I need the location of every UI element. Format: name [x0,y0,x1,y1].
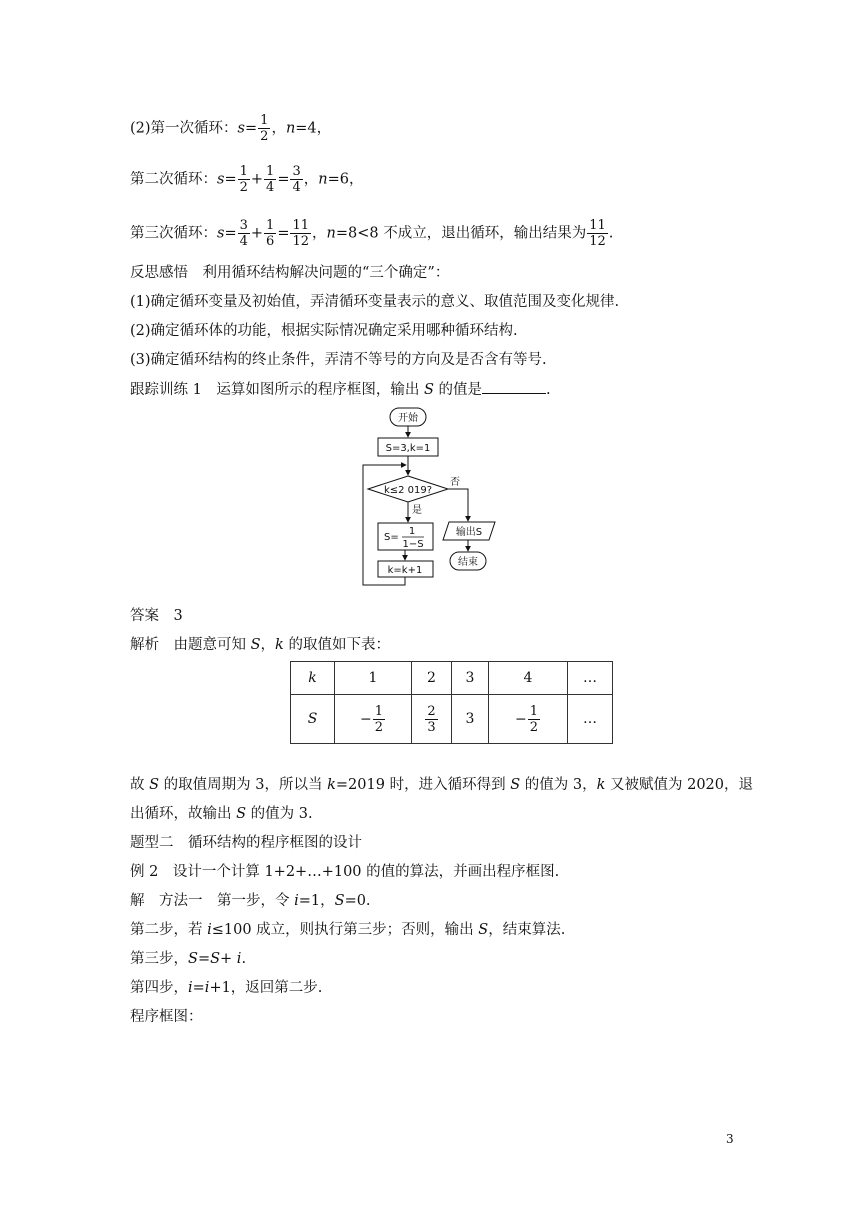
table-cell: 2 [412,662,452,695]
output-label: 输出S [455,527,483,538]
frac-den: 4 [292,180,301,195]
fraction-one-sixth [264,218,276,249]
frac-num: 1 [260,113,269,128]
reflection-title: 反思感悟 利用循环结构解决问题的“三个确定”： [130,265,450,281]
var-i: i [188,980,193,996]
reflection-point-1: (1)确定循环变量及初始值，弄清循环变量表示的意义、取值范围及变化规律. [130,294,620,310]
loop-exit-text: =8<8 不成立，退出循环，输出结果为 [335,225,587,242]
answer-line: 答案 3 [130,608,183,624]
text: 出循环，故输出 [130,806,237,822]
text: =1， [298,893,335,909]
no-branch-line [448,489,468,521]
frac-num: 1 [239,164,248,179]
frac-den: 12 [292,234,310,249]
frac-num: 2 [427,703,436,719]
text: ≤100 成立，则执行第三步；否则，输出 [211,922,479,938]
fraction-three-fourths [238,218,250,249]
table-cell: 3 [452,662,489,695]
value-table [290,661,613,744]
assign-lhs: S= [384,532,399,543]
var-n: n [326,225,336,242]
text: +1，返回第二步. [209,980,323,996]
text: 的值为 3. [246,806,313,822]
program-flowchart [360,405,510,591]
flowchart-label: 程序框图： [130,1009,203,1025]
cell-fraction [528,704,540,735]
loop-second-line: 第二次循环：s= $\frac{1}{2}$ + $\frac{1}{4}$ = $\frac{3}{4}$ ，n=6， [130,164,364,195]
section-title-type2: 题型二 循环结构的程序框图的设计 [130,835,362,851]
var-S: S [188,951,198,967]
minus-sign: − [514,711,527,727]
frac-den: 4 [266,180,275,195]
fraction-three-fourths [290,164,302,195]
table-cell [489,695,568,744]
condition-label: k≤2 019? [383,485,433,496]
text: 第三步， [130,951,188,967]
var-n: n [318,171,328,188]
frac-num: 1 [266,164,275,179]
fraction-one-half [258,113,270,144]
text: = [197,951,211,967]
table-cell: 3 [452,695,489,744]
var-i: i [207,922,212,938]
table-cell [412,695,452,744]
loop-third-label: 第三次循环： [130,225,217,242]
reflection-point-2: (2)确定循环体的功能，根据实际情况确定采用哪种循环结构. [130,323,518,339]
assign-den: 1−S [402,539,424,550]
frac-den: 2 [374,719,383,735]
var-k: k [327,777,336,793]
analysis-text-b: 的取值如下表： [283,637,390,653]
text: 的取值周期为 3，所以当 [159,777,328,793]
fraction-eleven-twelfths [290,218,311,249]
end-label: 结束 [458,557,478,568]
minus-sign: − [359,711,372,727]
text: + [220,951,237,967]
yes-label: 是 [412,505,422,516]
solution-step-4 [130,978,322,998]
frac-num: 1 [266,218,275,233]
page-number: 3 [726,1132,734,1146]
table-row [291,662,613,695]
loop-first-line: (2)第一次循环：s= $\frac{1}{2}$ ，n=4， [130,113,332,144]
frac-num: 3 [239,218,248,233]
text: ，结束算法. [488,922,566,938]
n-value-2: =6， [327,171,364,188]
text: =0. [344,893,371,909]
conclusion-line-2 [130,804,313,824]
var-S: S [510,777,521,793]
cell-fraction [373,704,385,735]
var-S: S [149,777,160,793]
solution-step-1 [130,891,371,911]
frac-num: 1 [374,703,383,719]
var-S: S [236,806,247,822]
fraction-result [587,218,608,249]
table-header-cell: k [291,662,335,695]
text: 故 [130,777,150,793]
reflection-point-3: (3)确定循环结构的终止条件，弄清不等号的方向及是否含有等号. [130,352,547,368]
var-s: s [217,171,225,188]
var-k: k [596,777,606,793]
example-2-question: 例 2 设计一个计算 1+2+…+100 的值的算法，并画出程序框图. [130,864,560,880]
frac-den: 3 [427,719,436,735]
equals-sign: = [224,171,237,188]
solution-step-2 [130,920,565,940]
answer-blank[interactable] [482,379,546,394]
var-S: S [334,893,345,909]
practice-question [130,379,551,400]
no-label: 否 [450,477,460,488]
practice-text-b: 的值是 [433,382,482,398]
period: . [546,382,551,398]
cell-fraction [425,704,437,735]
frac-den: 12 [589,234,606,249]
text: 解 方法一 第一步，令 [130,893,295,909]
text: 又被赋值为 2020，退 [605,777,753,793]
fraction-one-half [238,164,250,195]
plus-sign: + [250,171,264,188]
table-row [291,695,613,744]
separator: ， [260,637,276,653]
frac-den: 2 [260,129,269,144]
fraction-one-fourth [264,164,276,195]
table-header-cell: S [291,695,335,744]
init-label: S=3,k=1 [385,443,431,454]
plus-sign: + [250,225,264,242]
text: = [192,980,205,996]
frac-den: 6 [266,234,275,249]
frac-den: 4 [239,234,248,249]
table-cell: … [568,662,613,695]
frac-num: 1 [529,703,538,719]
text: =2019 时，进入循环得到 [335,777,511,793]
var-S: S [478,922,489,938]
assign-num: 1 [408,526,416,537]
equals-sign: = [224,225,237,242]
var-s: s [237,120,245,137]
var-i: i [294,893,299,909]
table-cell: … [568,695,613,744]
var-S: S [250,637,261,653]
loop-third-line: 第三次循环：s= $\frac{3}{4}$ + $\frac{1}{6}$ = $\frac{11}{12}$ ，n=8<8 不成立，退出循环，输出结果为 $\frac{11}{12}$ . [130,218,614,249]
var-n: n [285,120,296,137]
loop-second-label: 第二次循环： [130,171,217,188]
equals-sign: = [277,171,290,188]
var-s: s [217,225,225,242]
equals-sign: = [245,120,258,137]
loop-first-label: (2)第一次循环： [130,120,238,137]
text: 的值为 3， [520,777,597,793]
analysis-text: 解析 由题意可知 [130,637,251,653]
table-cell: 1 [335,662,412,695]
analysis-line [130,635,390,655]
var-S: S [210,951,221,967]
start-label: 开始 [398,413,418,424]
frac-den: 2 [239,180,248,195]
text: 第二步，若 [130,922,208,938]
var-i: i [236,951,242,967]
frac-num: 3 [292,164,301,179]
frac-num: 11 [589,218,606,233]
table-cell [335,695,412,744]
var-i: i [204,980,210,996]
conclusion-line-1 [130,775,753,795]
frac-den: 2 [529,719,538,735]
var-S: S [423,382,434,398]
var-k: k [275,637,284,653]
increment-label: k=k+1 [387,565,423,576]
solution-step-3 [130,949,246,969]
practice-text: 跟踪训练 1 运算如图所示的程序框图，输出 [130,382,424,398]
text: 第四步， [130,980,188,996]
frac-num: 11 [292,218,310,233]
period: . [608,225,614,242]
equals-sign: = [277,225,290,242]
table-cell: 4 [489,662,568,695]
n-value-1: =4， [295,120,332,137]
text: . [241,951,247,967]
